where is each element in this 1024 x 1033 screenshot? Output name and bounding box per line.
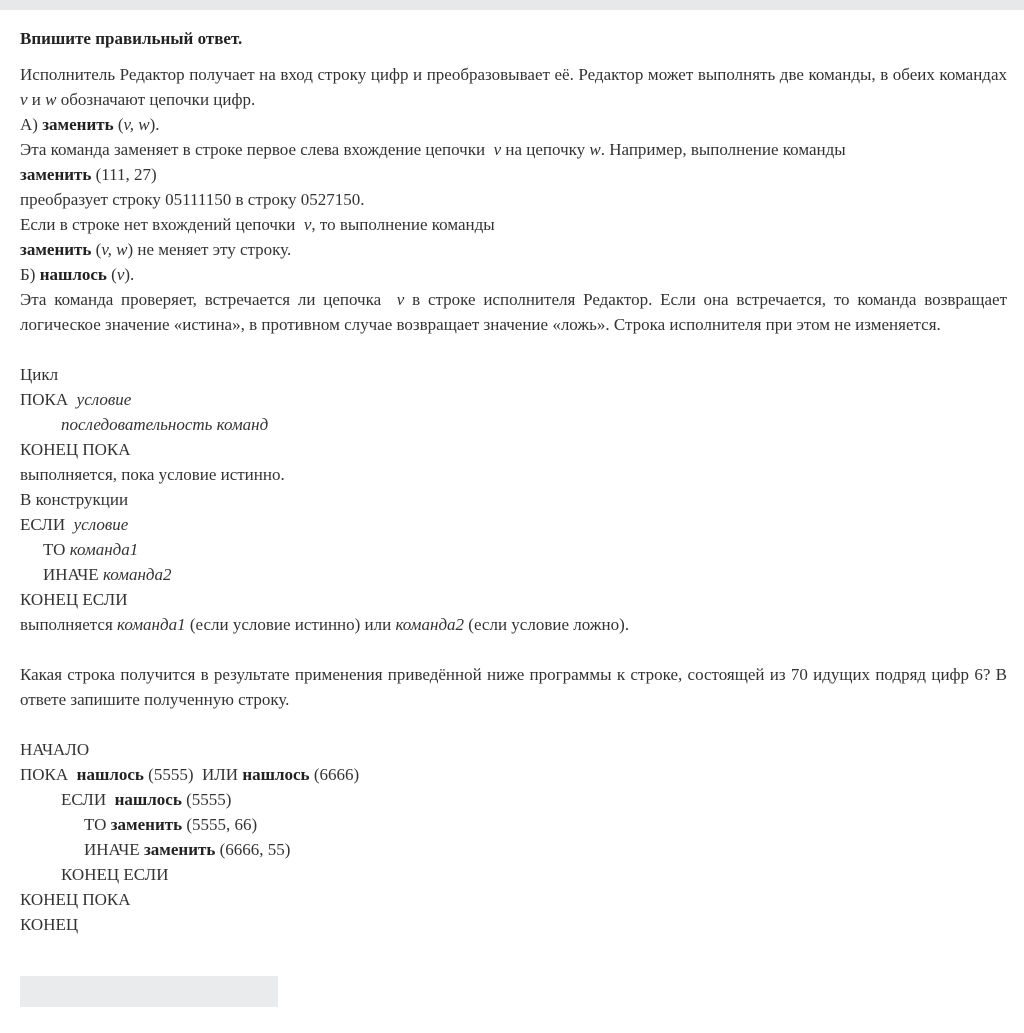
task-content <box>20 10 1007 937</box>
answer-input[interactable] <box>20 976 278 1007</box>
if-construct: ЕСЛИ условие <box>20 515 129 534</box>
program-then: ТО заменить (5555, 66) <box>84 815 258 834</box>
command-b-title: Б) нашлось (v). <box>20 265 135 284</box>
cycle-label: Цикл <box>20 365 59 384</box>
task-heading: Впишите правильный ответ. <box>20 29 243 48</box>
program-else: ИНАЧЕ заменить (6666, 55) <box>84 840 291 859</box>
program-if: ЕСЛИ нашлось (5555) <box>61 790 232 809</box>
example-result: преобразует строку 05111150 в строку 0527150. <box>20 190 365 209</box>
no-change-text: заменить (v, w) не меняет эту строку. <box>20 240 292 259</box>
in-construct-label: В конструкции <box>20 490 129 509</box>
no-entry-text: Если в строке нет вхождений цепочки v, то выполнение команды <box>20 215 495 234</box>
command-b-description: Эта команда проверяет, встречается ли цепочка v в строке исполнителя Редактор. Если она встречается, то команда возвращает логическое значение «истина», в противном случае возвращает значение «ложь». Строка исполнителя при этом не изменяется. <box>20 290 1008 334</box>
while-body: последовательность команд <box>61 415 269 434</box>
program-end: КОНЕЦ <box>20 915 79 934</box>
top-bar <box>0 0 1024 10</box>
while-construct: ПОКА условие <box>20 390 132 409</box>
then-branch: ТО команда1 <box>43 540 139 559</box>
program-end-if: КОНЕЦ ЕСЛИ <box>61 865 169 884</box>
program-begin: НАЧАЛО <box>20 740 90 759</box>
else-branch: ИНАЧЕ команда2 <box>43 565 172 584</box>
command-a-title: А) заменить (v, w). <box>20 115 160 134</box>
program-while: ПОКА нашлось (5555) ИЛИ нашлось (6666) <box>20 765 360 784</box>
end-while-label: КОНЕЦ ПОКА <box>20 440 131 459</box>
example-command: заменить (111, 27) <box>20 165 157 184</box>
if-explanation: выполняется команда1 (если условие истинно) или команда2 (если условие ложно). <box>20 615 630 634</box>
program-end-while: КОНЕЦ ПОКА <box>20 890 131 909</box>
intro-paragraph: Исполнитель Редактор получает на вход строку цифр и преобразовывает её. Редактор может выполнять две команды, в обеих командах v и w обозначают цепочки цифр. <box>20 65 1007 109</box>
question-text: Какая строка получится в результате применения приведённой ниже программы к строке, состоящей из 70 идущих подряд цифр 6? В ответе запишите полученную строку. <box>20 665 1007 709</box>
while-explanation: выполняется, пока условие истинно. <box>20 465 285 484</box>
end-if-label: КОНЕЦ ЕСЛИ <box>20 590 128 609</box>
command-a-description: Эта команда заменяет в строке первое слева вхождение цепочки v на цепочку w. Например, выполнение команды <box>20 140 846 159</box>
